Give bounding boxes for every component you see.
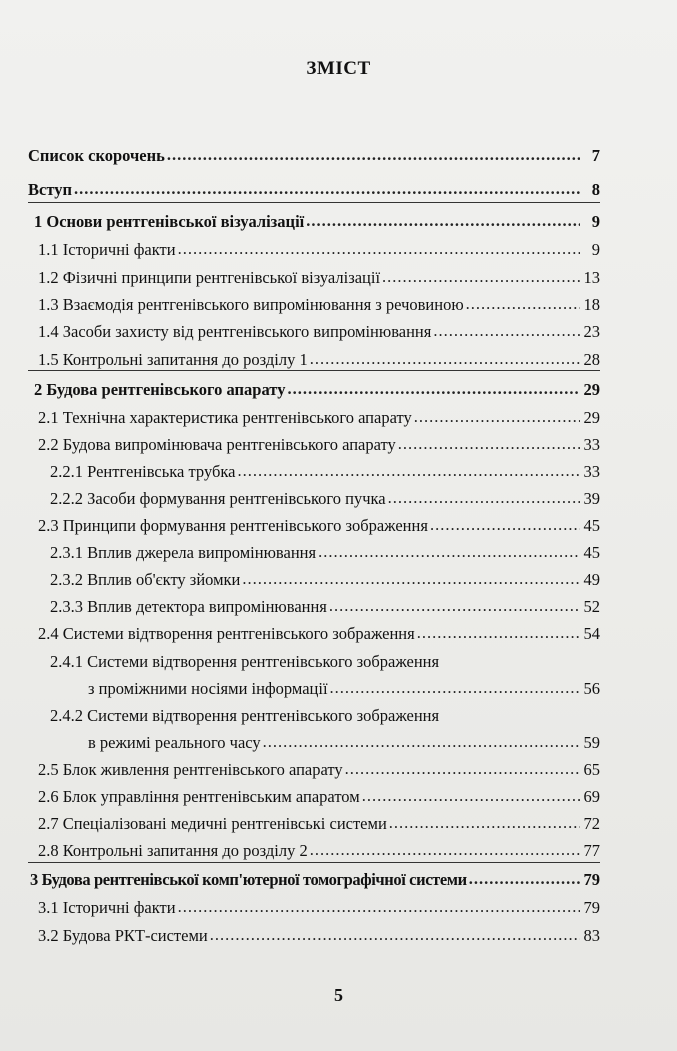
toc-entry-page: 69	[583, 787, 600, 806]
dot-leader	[430, 515, 580, 535]
toc-entry-page: 29	[583, 380, 600, 399]
dot-leader	[237, 461, 580, 481]
toc-entry-page: 33	[583, 435, 600, 454]
divider	[28, 202, 600, 203]
dot-leader	[310, 349, 580, 369]
toc-entry-label: 1.4 Засоби захисту від рентгенівського випромінювання	[38, 322, 432, 341]
dot-leader	[329, 596, 580, 616]
dot-leader	[388, 488, 580, 508]
toc-entry[interactable]	[38, 268, 600, 288]
toc-entry-page: 65	[583, 760, 600, 779]
toc-entry-page: 79	[583, 898, 600, 917]
toc-entry-label: 1.3 Взаємодія рентгенівського випромінювання з речовиною	[38, 295, 464, 314]
toc-entry-page: 56	[583, 679, 600, 698]
toc-entry-label: 2.7 Спеціалізовані медичні рентгенівські системи	[38, 814, 387, 833]
toc-entry[interactable]	[38, 322, 600, 342]
toc-entry[interactable]	[38, 898, 600, 918]
toc-entry[interactable]	[38, 926, 600, 946]
toc-entry[interactable]	[38, 760, 600, 780]
dot-leader	[469, 869, 580, 889]
toc-entry-label: 2.3.1 Вплив джерела випромінювання	[50, 543, 317, 562]
toc-entry-label: 3.2 Будова РКТ-системи	[38, 926, 208, 945]
toc-entry[interactable]	[50, 489, 600, 509]
dot-leader	[178, 897, 580, 917]
toc-entry-label: Вступ	[28, 180, 72, 199]
dot-leader	[398, 434, 580, 454]
toc-entry[interactable]	[50, 462, 600, 482]
toc-entry-label: 1.5 Контрольні запитання до розділу 1	[38, 350, 308, 369]
toc-entry[interactable]	[38, 295, 600, 315]
dot-leader	[382, 267, 580, 287]
dot-leader	[74, 179, 580, 199]
toc-entry[interactable]	[28, 146, 600, 166]
toc-entry-page: 8	[591, 180, 600, 199]
toc-entry-label: 2.5 Блок живлення рентгенівського апарату	[38, 760, 343, 779]
dot-leader	[242, 569, 580, 589]
toc-entry-page: 33	[583, 462, 600, 481]
dot-leader	[345, 759, 580, 779]
toc-entry[interactable]	[28, 180, 600, 200]
toc-entry-label: 3 Будова рентгенівської комп'ютерної томографічної системи	[30, 870, 467, 889]
toc-entry[interactable]	[88, 679, 600, 699]
toc-entry-page: 49	[583, 570, 600, 589]
toc-entry[interactable]	[38, 435, 600, 455]
toc-entry-page: 23	[583, 322, 600, 341]
toc-entry-page: 9	[591, 212, 600, 231]
toc-entry[interactable]	[38, 516, 600, 536]
toc-entry-label: 2.1 Технічна характеристика рентгенівського апарату	[38, 408, 412, 427]
toc-entry-label[interactable]: 2.4.1 Системи відтворення рентгенівського зображення	[50, 652, 440, 671]
toc-entry[interactable]	[38, 240, 600, 260]
toc-entry-label: 2.3 Принципи формування рентгенівського зображення	[38, 516, 428, 535]
toc-entry[interactable]	[30, 870, 600, 890]
toc-entry-label: Список скорочень	[28, 146, 165, 165]
toc-entry[interactable]	[38, 841, 600, 861]
toc-entry-page: 39	[583, 489, 600, 508]
toc-entry-label: 2.2 Будова випромінювача рентгенівського апарату	[38, 435, 396, 454]
dot-leader	[287, 379, 580, 399]
dot-leader	[389, 813, 580, 833]
dot-leader	[306, 211, 580, 231]
dot-leader	[417, 623, 580, 643]
toc-title: ЗМІСТ	[306, 58, 371, 79]
toc-entry-label: 2.4 Системи відтворення рентгенівського зображення	[38, 624, 415, 643]
toc-entry-label: 1.2 Фізичні принципи рентгенівської візуалізації	[38, 268, 381, 287]
toc-entry-page: 45	[583, 516, 600, 535]
dot-leader	[167, 145, 580, 165]
divider	[28, 370, 600, 371]
toc-entry[interactable]	[38, 787, 600, 807]
toc-entry-label[interactable]: 2.4.2 Системи відтворення рентгенівського зображення	[50, 706, 440, 725]
toc-entry[interactable]	[88, 733, 600, 753]
dot-leader	[210, 925, 580, 945]
dot-leader	[263, 732, 580, 752]
toc-entry-label: 2.8 Контрольні запитання до розділу 2	[38, 841, 308, 860]
toc-entry-label: 2.2.2 Засоби формування рентгенівського пучка	[50, 489, 386, 508]
toc-entry-page: 83	[583, 926, 600, 945]
toc-entry-page: 9	[591, 240, 600, 259]
page-number: 5	[334, 985, 343, 1005]
dot-leader	[310, 840, 580, 860]
dot-leader	[433, 321, 580, 341]
dot-leader	[330, 678, 580, 698]
toc-entry-page: 45	[583, 543, 600, 562]
toc-entry[interactable]	[38, 624, 600, 644]
toc-entry-page: 79	[583, 870, 600, 889]
toc-entry[interactable]	[50, 543, 600, 563]
dot-leader	[466, 294, 580, 314]
toc-entry-label: 2.3.3 Вплив детектора випромінювання	[50, 597, 327, 616]
toc-entry-label: 2.2.1 Рентгенівська трубка	[50, 462, 236, 481]
toc-entry-page: 13	[583, 268, 600, 287]
toc-entry[interactable]	[38, 408, 600, 428]
dot-leader	[362, 786, 580, 806]
toc-entry[interactable]	[50, 570, 600, 590]
toc-entry[interactable]	[38, 350, 600, 370]
dot-leader	[414, 407, 580, 427]
toc-entry-label: 1.1 Історичні факти	[38, 240, 176, 259]
toc-entry-continuation: з проміжними носіями інформації	[88, 679, 328, 698]
dot-leader	[178, 239, 580, 259]
dot-leader	[318, 542, 580, 562]
toc-entry[interactable]	[34, 380, 600, 400]
toc-entry-label: 2 Будова рентгенівського апарату	[34, 380, 286, 399]
toc-entry-continuation: в режимі реального часу	[88, 733, 261, 752]
toc-entry-page: 52	[583, 597, 600, 616]
toc-entry-label: 2.6 Блок управління рентгенівським апаратом	[38, 787, 360, 806]
toc-entry-page: 54	[583, 624, 600, 643]
toc-entry-page: 7	[591, 146, 600, 165]
toc-entry-page: 29	[583, 408, 600, 427]
toc-entry-page: 72	[583, 814, 600, 833]
toc-entry-page: 77	[583, 841, 600, 860]
toc-entry-label: 3.1 Історичні факти	[38, 898, 176, 917]
toc-entry-label: 1 Основи рентгенівської візуалізації	[34, 212, 305, 231]
toc-entry[interactable]	[34, 212, 600, 232]
divider	[28, 862, 600, 863]
toc-entry[interactable]	[50, 597, 600, 617]
toc-entry-page: 28	[583, 350, 600, 369]
toc-entry-page: 59	[583, 733, 600, 752]
toc-entry-label: 2.3.2 Вплив об'єкту зйомки	[50, 570, 241, 589]
toc-entry[interactable]	[38, 814, 600, 834]
toc-entry-page: 18	[583, 295, 600, 314]
